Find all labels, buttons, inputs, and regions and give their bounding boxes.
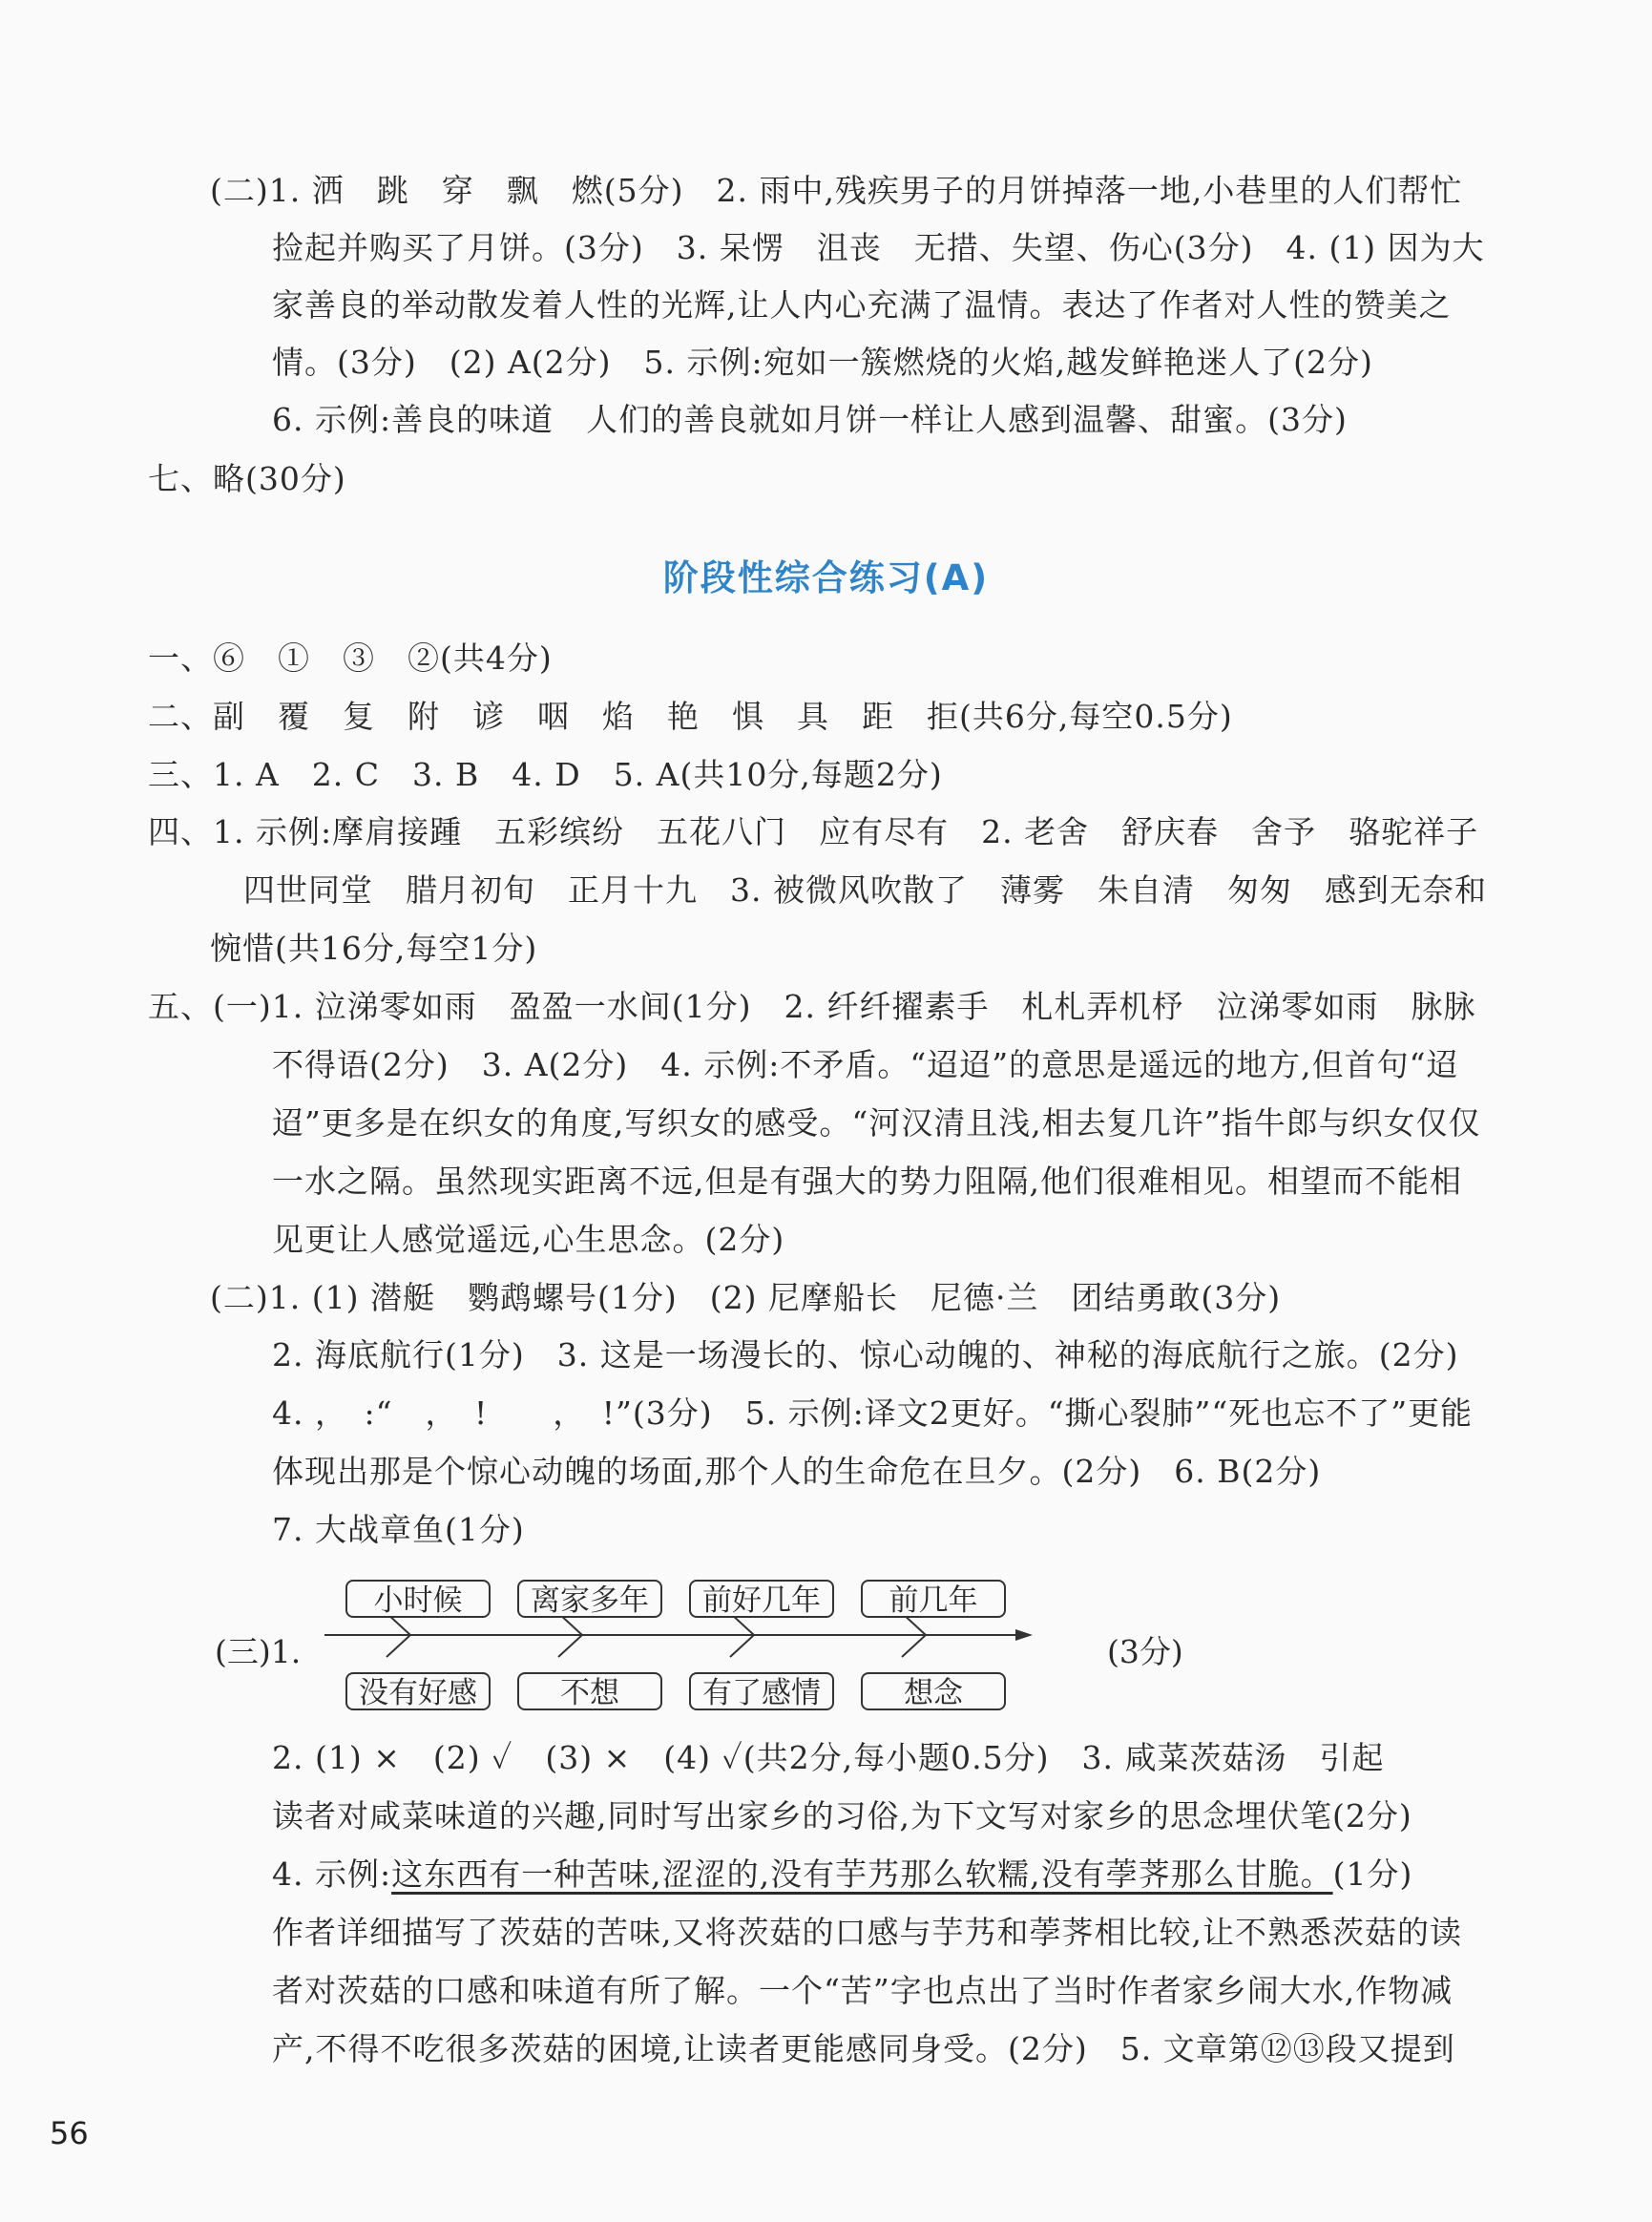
arrowhead-icon: [1015, 1629, 1033, 1641]
answer-line: 惋惜(共16分,每空1分): [210, 930, 538, 967]
answer-line: (二)1. 洒 跳 穿 飘 燃(5分) 2. 雨中,残疾男子的月饼掉落一地,小巷里的人们帮忙: [210, 172, 1463, 209]
answer-line: 7. 大战章鱼(1分): [272, 1511, 525, 1548]
answer-score: (1分): [1332, 1855, 1413, 1893]
timeline-bottom-box: 没有好感: [345, 1672, 491, 1710]
answer-line: 迢”更多是在织女的角度,写织女的感受。“河汉清且浅,相去复几许”指牛郎与织女仅仅: [272, 1104, 1481, 1142]
timeline-bottom-box: 不想: [517, 1672, 662, 1710]
answer-line: 七、略(30分): [148, 460, 346, 497]
page-number: 56: [50, 2115, 89, 2151]
answer-line: 四世同堂 腊月初旬 正月十九 3. 被微风吹散了 薄雾 朱自清 匆匆 感到无奈和: [243, 871, 1487, 909]
answer-line: 家善良的举动散发着人性的光辉,让人内心充满了温情。表达了作者对人性的赞美之: [272, 286, 1452, 324]
answer-line: 读者对咸菜味道的兴趣,同时写出家乡的习俗,为下文写对家乡的思念埋伏笔(2分): [272, 1797, 1412, 1834]
diagram-label: (三)1.: [215, 1633, 302, 1670]
timeline-top-box: 前好几年: [689, 1580, 834, 1618]
answer-line: 三、1. A 2. C 3. B 4. D 5. A(共10分,每题2分): [148, 756, 943, 793]
timeline-top-box: 离家多年: [517, 1580, 662, 1618]
answer-line: 产,不得不吃很多茨菇的困境,让读者更能感同身受。(2分) 5. 文章第⑫⑬段又提到: [272, 2030, 1455, 2067]
timeline-bottom-box: 想念: [861, 1672, 1006, 1710]
timeline-top-box: 小时候: [345, 1580, 491, 1618]
timeline-top-box: 前几年: [861, 1580, 1006, 1618]
timeline-bottom-box: 有了感情: [689, 1672, 834, 1710]
answer-line: 2. (1) × (2) ✓ (3) × (4) ✓(共2分,每小题0.5分) 3. 咸菜茨菇汤 引起: [272, 1739, 1385, 1776]
answer-line: 四、1. 示例:摩肩接踵 五彩缤纷 五花八门 应有尽有 2. 老舍 舒庆春 舍予 骆驼祥子: [148, 813, 1479, 850]
answer-line: 见更让人感觉遥远,心生思念。(2分): [272, 1221, 785, 1258]
answer-line: (二)1. (1) 潜艇 鹦鹉螺号(1分) (2) 尼摩船长 尼德·兰 团结勇敢(3分): [210, 1279, 1282, 1316]
answer-line: 不得语(2分) 3. A(2分) 4. 示例:不矛盾。“迢迢”的意思是遥远的地方,但首句“迢: [272, 1046, 1459, 1083]
section-title: 阶段性综合练习(A): [662, 557, 990, 598]
answer-line: 二、副 覆 复 附 谚 咽 焰 艳 惧 具 距 拒(共6分,每空0.5分): [148, 698, 1233, 735]
answer-line: 者对茨菇的口感和味道有所了解。一个“苦”字也点出了当时作者家乡闹大水,作物减: [272, 1972, 1453, 2009]
answer-line: 4. ， :“ ， ! ， !”(3分) 5. 示例:译文2更好。“撕心裂肺”“死也忘不了”更能: [272, 1394, 1474, 1432]
answer-line: 体现出那是个惊心动魄的场面,那个人的生命危在旦夕。(2分) 6. B(2分): [272, 1453, 1322, 1490]
answer-line: 情。(3分) (2) A(2分) 5. 示例:宛如一簇燃烧的火焰,越发鲜艳迷人了(2分): [272, 344, 1373, 381]
answer-prefix: 4. 示例:: [272, 1855, 392, 1893]
answer-line: 五、(一)1. 泣涕零如雨 盈盈一水间(1分) 2. 纤纤擢素手 札札弄机杼 泣涕零如雨 脉脉: [148, 988, 1476, 1025]
answer-line: 6. 示例:善良的味道 人们的善良就如月饼一样让人感到温馨、甜蜜。(3分): [272, 401, 1348, 438]
answer-line: 一水之隔。虽然现实距离不远,但是有强大的势力阻隔,他们很难相见。相望而不能相: [272, 1163, 1462, 1200]
answer-line: 2. 海底航行(1分) 3. 这是一场漫长的、惊心动魄的、神秘的海底航行之旅。(2分): [272, 1336, 1459, 1373]
answer-line: 作者详细描写了茨菇的苦味,又将茨菇的口感与芋艿和荸荠相比较,让不熟悉茨菇的读: [272, 1914, 1462, 1951]
underlined-quote: 这东西有一种苦味,涩涩的,没有芋艿那么软糯,没有荸荠那么甘脆。: [391, 1855, 1333, 1893]
diagram-score: (3分): [1107, 1633, 1183, 1670]
answer-line: [272, 1854, 1412, 1896]
answer-line: 捡起并购买了月饼。(3分) 3. 呆愣 沮丧 无措、失望、伤心(3分) 4. (1) 因为大: [272, 229, 1485, 266]
answer-line: 一、⑥ ① ③ ②(共4分): [148, 639, 553, 677]
